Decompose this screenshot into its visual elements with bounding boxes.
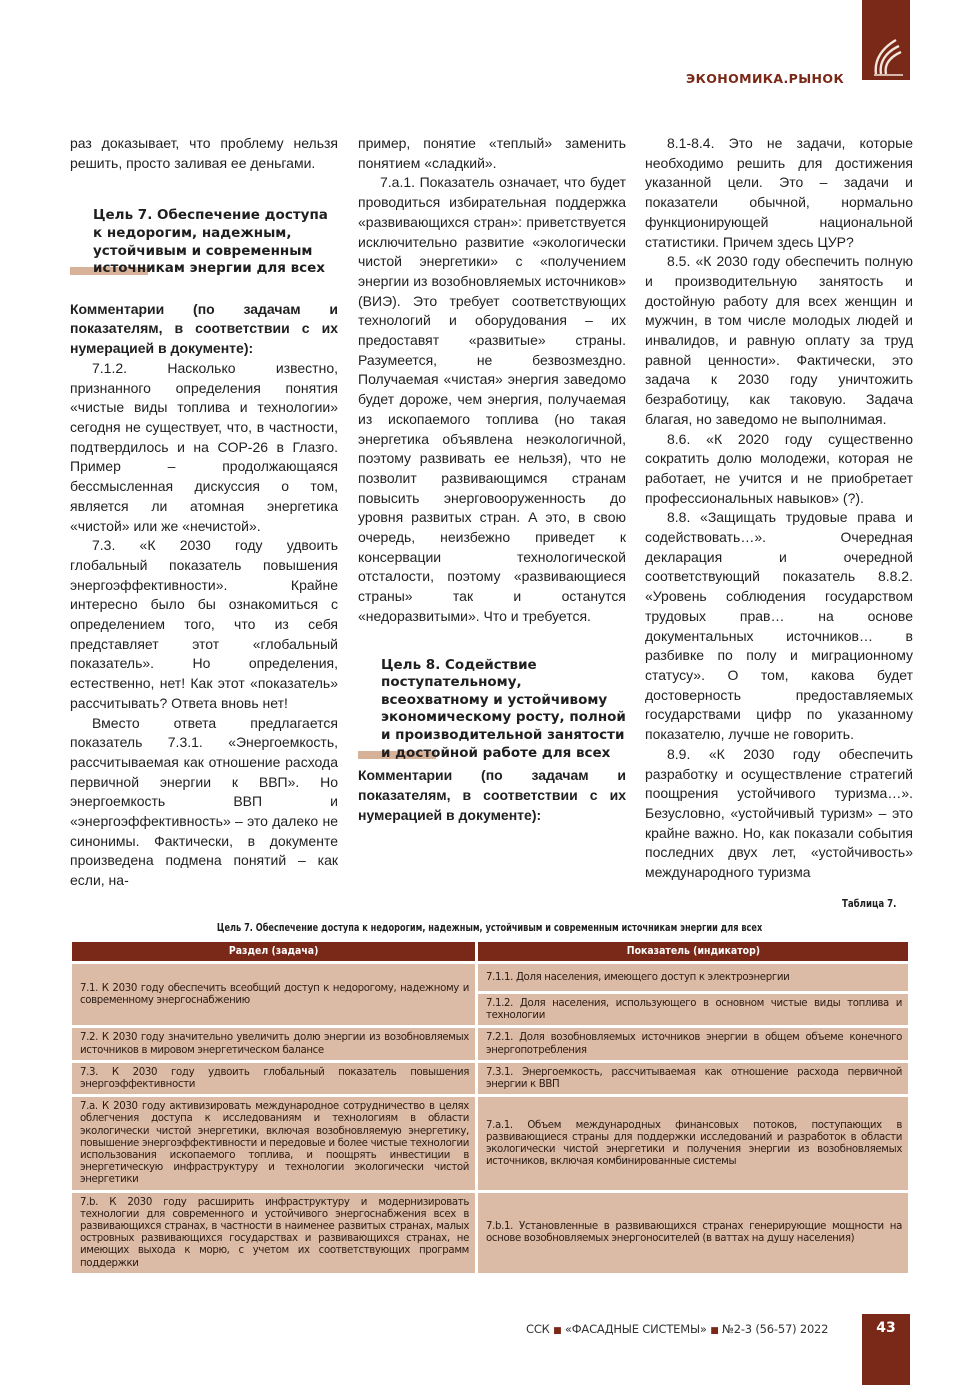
square-separator-icon: ■ <box>553 1326 562 1336</box>
indicator-cell: 7.3.1. Энергоемкость, рассчитываемая как отношение расхода первичной энергии к ВВП <box>478 1060 908 1094</box>
comment-heading: Комментарии (по задачам и показателям, в соответствии с их нумерацией в документе): <box>70 300 338 357</box>
paragraph: пример, понятие «теплый» заменить понятием «сладкий». <box>358 135 626 171</box>
column-header-task: Раздел (задача) <box>72 942 478 961</box>
magazine-logo-icon <box>866 30 906 78</box>
task-cell: 7.3. К 2030 году удвоить глобальный показатель повышения энергоэффективности <box>72 1060 478 1094</box>
table-title: Цель 7. Обеспечение доступа к недорогим, надежным, устойчивым и современным источникам энергии для всех <box>217 922 763 934</box>
indicator-cell: 7.2.1. Доля возобновляемых источников энергии в общем объеме конечного энергопотребления <box>478 1025 908 1059</box>
table-row <box>72 1060 908 1094</box>
text-column-2 <box>358 134 626 825</box>
table-caption: Таблица 7. <box>841 898 896 910</box>
paragraph: 7.1.2. Насколько известно, признанного определения понятия «чистые виды топлива и технологии» сегодня не существует, что, в частности, подтвердилось и на COP-26 в Глазго. Пример – продолжающаяся бессмысленная дискуссия о том, является ли атомная энергетика «чистой» или же «нечистой». <box>70 359 338 534</box>
paragraph: 8.5. «К 2030 году обеспечить полную и производительную занятость и достойную работу для всех женщин и мужчин, в том числе молодых людей и инвалидов, и равную оплату за труд равной ценности». Фактически, это задача к 2030 году уничтожить безработицу, как таковую. Задача благая, но заведомо не выполнимая. <box>645 253 913 427</box>
paragraph: 8.6. «К 2020 году существенно сократить долю молодежи, которая не работает, не учится и не приобретает профессиональных навыков» (?). <box>645 430 913 506</box>
table-header-row <box>72 942 908 961</box>
task-cell: 7.b. К 2030 году расширить инфраструктуру и модернизировать технологии для современного и устойчивого энергоснабжения всех в развивающихся странах, в частности в наименее развитых странах, малых островных развивающихся государствах и развивающихся странах, не имеющих выхода к морю, с учетом их соответствующих программ поддержки <box>72 1190 478 1273</box>
table-row <box>72 1025 908 1059</box>
paragraph: 8.1-8.4. Это не задачи, которые необходимо решить для достижения указанной цели. Это – задачи и показатели обычной, нормально функционирующей национальной статистики. Причем здесь ЦУР? <box>645 135 913 250</box>
text-column-3 <box>645 134 913 883</box>
square-separator-icon: ■ <box>710 1326 719 1336</box>
page-number: 43 <box>876 1320 896 1336</box>
table-row <box>72 1094 908 1189</box>
paragraph: раз доказывает, что проблему нельзя решить, просто заливая ее деньгами. <box>70 135 338 171</box>
section-label: ЭКОНОМИКА.РЫНОК <box>686 71 845 86</box>
indicator-cell: 7.b.1. Установленные в развивающихся странах генерирующие мощности на основе возобновляемых энергоносителей (в ваттах на душу населения) <box>478 1190 908 1273</box>
goal-7-heading: Цель 7. Обеспечение доступа к недорогим, надежным, устойчивым и современным источникам энергии для всех <box>70 207 338 277</box>
goal-8-heading: Цель 8. Содействие поступательному, всеохватному и устойчивому экономическому росту, полной и производительной занятости и достойной работе для всех <box>358 657 626 763</box>
paragraph: Вместо ответа предлагается показатель 7.3.1. «Энергоемкость, рассчитываемая как отношение расхода первичной энергии к ВВП». Но энергоемкость ВВП и «энергоэффективность» – это далеко не синонимы. Фактически, в документе произведена подмена понятий – как если, на- <box>70 714 338 889</box>
paragraph: 7.3. «К 2030 году удвоить глобальный показатель повышения энергоэффективности». Крайне интересно было бы ознакомиться с определением того, что из себя представляет этот «глобальный показатель». Но определения, естественно, нет! Как этот «показатель» рассчитывать? Ответа вновь нет! <box>70 537 338 711</box>
task-cell: 7.a. К 2030 году активизировать международное сотрудничество в целях облегчения доступа к исследованиям и технологиям в области экологически чистой энергетики, включая возобновляемую энергетику, повышение энергоэффективности и передовые и более чистые технологии использования ископаемого топлива, и поощрять инвестиции в энергетическую инфраструктуру и технологии экологически чистой энергетики <box>72 1094 478 1189</box>
comment-heading: Комментарии (по задачам и показателям, в соответствии с их нумерацией в документе): <box>358 767 626 823</box>
indicator-cell: 7.a.1. Объем международных финансовых потоков, поступающих в развивающиеся страны для поддержки исследований и разработок в области экологически чистой энергетики и получения энергии из возобновляемых источников, включая комбинированные системы <box>478 1094 908 1189</box>
goal-7-table <box>72 942 908 1273</box>
task-cell: 7.1. К 2030 году обеспечить всеобщий доступ к недорогому, надежному и современному энергоснабжению <box>72 961 478 1025</box>
table-row <box>72 1190 908 1273</box>
text-column-1 <box>70 134 338 891</box>
paragraph: 8.9. «К 2030 году обеспечить разработку и осуществление стратегий поощрения устойчивого туризма…». Безусловно, «устойчивый туризм» – это крайне важно. Но, как показали события последних двух лет, «устойчивость» международного туризма <box>645 745 913 881</box>
task-cell: 7.2. К 2030 году значительно увеличить долю энергии из возобновляемых источников в мировом энергетическом балансе <box>72 1025 478 1059</box>
table-row <box>72 961 908 991</box>
indicator-cell: 7.1.2. Доля населения, использующего в основном чистые виды топлива и технологии <box>478 991 908 1025</box>
paragraph: 7.а.1. Показатель означает, что будет проводиться избирательная поддержка «развивающихся стран»: приветствуется исключительно развитие «экологически чистой энергетики» с «получением энергии из возобновляемых источников» (ВИЭ). Это требует соответствующих технологий и оборудования – их предоставят «развитые» страны. Разумеется, не безвозмездно. Получаемая «чистая» энергия заведомо будет дороже, чем энергия, получаемая из ископаемого топлива (но такая энергетика объявлена неэкологичной, поэтому развивать ее нельзя), что не позволит развивающимся странам повысить энерговооруженность до уровня развитых стран. А это, в свою очередь, неизбежно приведет к консервации технологической отсталости, поэтому «развивающиеся страны» так и останутся «недоразвитыми». Что и требуется. <box>358 174 626 624</box>
paragraph: 8.8. «Защищать трудовые права и содействовать…». Очередная декларация и очередной соответствующий показатель 8.8.2. «Уровень соблюдения государством трудовых прав… на основе документальных источников… в разбивке по полу и миграционному статусу». О том, какова будет достоверность предоставляемых государствами цифр по указанному показателю, лучше не говорить. <box>645 509 913 743</box>
indicator-cell: 7.1.1. Доля населения, имеющего доступ к электроэнергии <box>478 961 908 991</box>
footer-publication-info: ССК ■ «ФАСАДНЫЕ СИСТЕМЫ» ■ №2-3 (56-57) 2022 <box>526 1322 829 1336</box>
column-header-indicator: Показатель (индикатор) <box>478 942 908 961</box>
